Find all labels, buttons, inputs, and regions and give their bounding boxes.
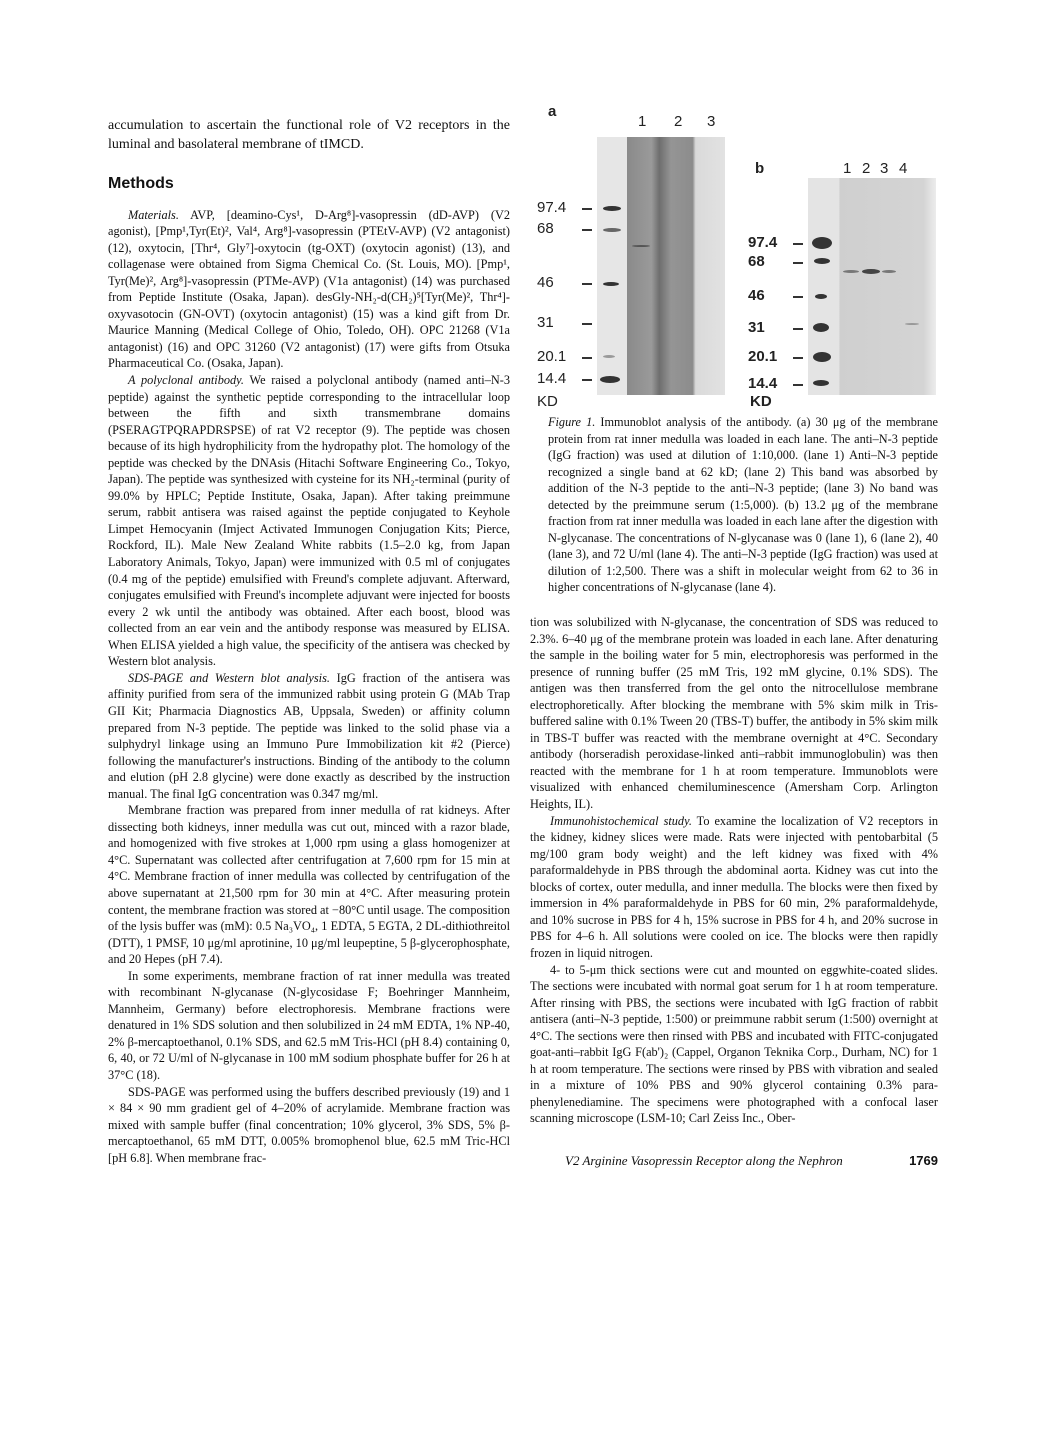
figure-caption bbox=[548, 414, 938, 596]
unit-label: KD bbox=[750, 393, 772, 410]
antibody-paragraph bbox=[108, 372, 510, 670]
materials-text: AVP, [deamino-Cys¹, D-Arg⁸]-vasopressin (dD-AVP) (V2 agonist), [Pmp¹,Tyr(Et)², Val⁴, Arg⁸]-vasopressin (PTEtV-AVP) (V2 antagonist) (12), oxytocin, [Thr⁴, Gly⁷]-oxytocin (tg-OXT) (oxytocin agonist) (13), and collagenase were obtained from Sigma Chemical Co. (St. Louis, MO). [Pmp¹, Tyr(Me)², Arg⁸]-vasopressin (PTMe-AVP) (V1a antagonist) (14) was purchased from Peptide Institute (Osaka, Japan). desGly-NH₂-d(CH₂)⁵[Tyr(Me)², Thr⁴]-oxyvasotocin (GN-OVT) (oxytocin antagonist) (15) was a kind gift from Dr. Maurice Manning (Medical College of Ohio, Toledo, OH). OPC 21268 (V1a antagonist) (16) and OPC 31260 (V2 antagonist) (17) were gifts from Otsuka Pharmaceutical Co. (Osaka, Japan). bbox=[108, 207, 510, 371]
experiments-paragraph: In some experiments, membrane fraction of rat inner medulla was treated with recombinant N-glycanase (N-glycosidase F; Boehringer Mannheim, Mannheim, Germany) before electrophoresis. Membrane fractions were denatured in 1% SDS solution and then solubilized in 24 mM EDTA, 1% NP-40, 2% β-mercaptoethanol, 0.1% SDS, and 62.5 mM Tris-HCl (pH 8.4) containing 0, 6, 40, or 72 U/ml of N-glycanase in 100 mM sodium phosphate buffer for 26 h at 37°C (18). bbox=[108, 968, 510, 1082]
gel-band bbox=[882, 270, 896, 273]
panel-a-label: a bbox=[548, 103, 557, 120]
sds-paragraph bbox=[108, 670, 510, 802]
marker-label: 46 bbox=[537, 274, 554, 291]
marker-label: 97.4 bbox=[748, 234, 778, 251]
caption-label: Figure 1. bbox=[548, 415, 596, 429]
sds-label: SDS-PAGE and Western blot analysis. bbox=[128, 670, 330, 685]
marker-label: 46 bbox=[748, 287, 765, 304]
gel-band bbox=[603, 206, 621, 211]
marker-label: 97.4 bbox=[537, 199, 567, 216]
marker-tick bbox=[793, 243, 803, 245]
sdspage-paragraph: SDS-PAGE was performed using the buffers described previously (19) and 1 × 84 × 90 mm gradient gel of 4–20% of acrylamide. Membrane fraction was mixed with sample buffer (final concentration; 10% glycerol, 3% SDS, 5% β-mercaptoethanol, 65 mM DTT, 0.005% bromophenol blue, 62.5 mM Tric-HCl [pH 6.8]. When membrane frac- bbox=[108, 1084, 510, 1165]
lane-label: 3 bbox=[707, 113, 716, 130]
gel-band bbox=[862, 269, 880, 274]
gel-band bbox=[813, 380, 829, 386]
antibody-text: We raised a polyclonal antibody (named anti–N-3 peptide) against the synthetic peptide corresponding to the intracellular loop between the fifth and sixth transmembrane domains (PSERAGTPQRAPDRSPSE) of rat V2 receptor (9). The peptide was chosen because of its high hydrophilicity from the hydropathy plot. The homology of the peptide was checked by the DNAsis (Hitachi Software Engineering Co., Tokyo, Japan). The peptide was synthesized with cysteine for its NH₂-terminal (purity of 99.0% by HPLC; Peptide Institute, Osaka, Japan). After taking preimmune serum, rabbit antisera was raised against the peptide conjugated to Keyhole Limpet Hemocyanin (Imject Activated Immunogen Conjugation Kits; Pierce, Rockford, IL). Male New Zealand White rabbits (1.5–2.0 kg, from Japan Laboratory Animals, Tokyo, Japan) were immunized with 0.5 ml of conjugates (0.4 mg of the peptide) emulsified with Freund's complete adjuvant. Afterward, conjugates emulsified with Freund's incomplete adjuvant were injected for boosts every 2 wk until the antibody was obtained. After each boost, blood was collected from an ear vein and the antibody response was measured by ELISA. When ELISA yielded a high value, the specificity of the antisera was checked by Western blot analysis. bbox=[108, 373, 510, 669]
gel-band bbox=[905, 323, 919, 325]
gel-band bbox=[813, 352, 831, 362]
section-heading-methods: Methods bbox=[108, 175, 174, 192]
continued-paragraph: tion was solubilized with N-glycanase, the concentration of SDS was reduced to 2.3%. 6–40 μg of the membrane protein was loaded in each lane. After denaturing the sample in the boiling water for 5 min, electrophoresis was performed in the presence of running buffer (25 mM Tris, 192 mM glycine, 0.1% SDS). The antigen was then transferred from the gel onto the nitrocellulose membrane electrophoretically. After blocking the membrane with 5% skim milk in Tris-buffered saline with 0.1% Tween 20 (TBS-T) buffer, the antibody in 5% skim milk in TBS-T buffer was reacted with the membrane overnight at 4°C. Secondary antibody (horseradish peroxidase-linked anti–rabbit immunoglobulin) was then reacted with the membrane for 1 h at room temperature. Immunoblots were visualized with enhanced chemiluminescence (Amersham Corp. Arlington Heights, IL). bbox=[530, 615, 938, 812]
antibody-label: A polyclonal antibody. bbox=[128, 373, 244, 388]
lane-label: 3 bbox=[880, 160, 889, 177]
gel-band bbox=[843, 270, 859, 273]
marker-tick bbox=[582, 379, 592, 381]
marker-label: 68 bbox=[748, 253, 765, 270]
marker-label: 20.1 bbox=[537, 348, 567, 365]
marker-label: 14.4 bbox=[748, 375, 778, 392]
right-column bbox=[530, 414, 938, 1170]
gel-band bbox=[814, 258, 830, 264]
marker-tick bbox=[582, 208, 592, 210]
ihc-text: To examine the localization of V2 receptors in the kidney, kidney slices were made. Rats were injected with pentobarbital (5 mg/100 gram body weight) and the left kidney was fixed with 4% paraformaldehyde in PBS through the abdominal aorta. Kidney was cut into the blocks of cortex, outer medulla, and inner medulla. The blocks were then fixed by immersion in 4% paraformaldehyde in PBS for 60 min, 2% paraformaldehyde, and 10% sucrose in PBS for 4 h, 15% sucrose in PBS for 4 h, and 20% sucrose in PBS for 4–6 h. All solutions were cooled on ice. The blocks were then rapidly frozen in liquid nitrogen. bbox=[530, 813, 939, 960]
lane-label: 1 bbox=[638, 113, 647, 130]
sds-text: IgG fraction of the antisera was affinity purified from sera of the immunized rabbit using protein G (MAb Trap GII Kit; Pharmacia Diagnostics AB, Uppsala, Sweden) or affinity column prepared from N-3 peptide. The peptide was linked to the solid phase via a sulphydryl linkage using an Immuno Pure Immobilization kit #2 (Pierce) following the manufacturer's instructions. Binding of the antibody to the column and elution (pH 2.8 glycine) were done exactly as described by the instruction manual. The final IgG concentration was 0.347 mg/ml. bbox=[108, 670, 510, 801]
left-column bbox=[108, 116, 510, 1166]
gel-band bbox=[603, 228, 621, 232]
gel-band bbox=[632, 245, 650, 247]
gel-panel-b bbox=[808, 178, 936, 395]
gel-panel-a-lanes bbox=[627, 137, 725, 395]
gel-band bbox=[813, 323, 829, 332]
panel-b-label: b bbox=[755, 160, 765, 177]
page-number: 1769 bbox=[909, 1152, 938, 1168]
gel-band bbox=[603, 282, 619, 286]
page-footer bbox=[530, 1153, 938, 1170]
marker-label: 31 bbox=[748, 319, 765, 336]
marker-tick bbox=[793, 357, 803, 359]
marker-label: 31 bbox=[537, 314, 554, 331]
membrane-paragraph: Membrane fraction was prepared from inner medulla of rat kidneys. After dissecting both kidneys, inner medulla was cut out, minced with a razor blade, and homogenized with five strokes at 1,000 rpm using a glass homogenizer at 4°C. Supernatant was collected after centrifugation at 7,600 rpm for 15 min at 4°C. Membrane fraction of inner medulla was collected by centrifugation of the above supernatant at 21,500 rpm for 30 min at 4°C. After measuring protein content, the membrane fraction was stored at −80°C until usage. The composition of the lysis buffer was (mM): 0.5 Na₃VO₄, 1 EDTA, 5 EGTA, 2 DL-dithiothreitol (DTT), 1 PMSF, 10 μg/ml aprotinine, 10 μg/ml leupeptine, 5 β-glycerophosphate, and 20 Hepes (pH 7.4). bbox=[108, 803, 510, 967]
marker-tick bbox=[793, 384, 803, 386]
intro-paragraph: accumulation to ascertain the functional role of V2 receptors in the luminal and basolateral membrane of tIMCD. bbox=[108, 118, 510, 152]
lane-label: 4 bbox=[899, 160, 908, 177]
gel-band bbox=[812, 237, 832, 249]
marker-tick bbox=[582, 229, 592, 231]
ihc-paragraph bbox=[530, 813, 938, 962]
unit-label: KD bbox=[537, 393, 558, 410]
lane-label: 1 bbox=[843, 160, 852, 177]
marker-label: 14.4 bbox=[537, 370, 567, 387]
sections-paragraph: 4- to 5-μm thick sections were cut and mounted on eggwhite-coated slides. The sections were incubated with normal goat serum for 1 h at room temperature. After rinsing with PBS, the sections were incubated with IgG fraction of rabbit antisera (anti–N-3 peptide, 1:500) or preimmune rabbit serum (1:500) overnight at 4°C. The sections were then rinsed with PBS and incubated with FITC-conjugated goat-anti–rabbit IgG F(ab')₂ (Cappel, Organon Teknika Corp., Durham, NC) for 1 h at room temperature. The sections were rinsed by PBS with vibration and sealed in a mixture of 10% PBS and 90% glycerol containing 0.3% para-phenylenediamine. The specimens were photographed with a confocal laser scanning microscope (LSM-10; Carl Zeiss Inc., Ober- bbox=[530, 962, 938, 1126]
marker-tick bbox=[793, 328, 803, 330]
lane-label: 2 bbox=[862, 160, 871, 177]
gel-band bbox=[603, 355, 615, 358]
lane-label: 2 bbox=[674, 113, 683, 130]
marker-tick bbox=[582, 357, 592, 359]
gel-band bbox=[815, 294, 827, 299]
marker-tick bbox=[582, 323, 592, 325]
marker-label: 68 bbox=[537, 220, 554, 237]
ihc-label: Immunohistochemical study. bbox=[550, 813, 692, 828]
materials-label: Materials. bbox=[128, 207, 179, 222]
caption-text: Immunoblot analysis of the antibody. (a) 30 μg of the membrane protein from rat inner medulla was loaded in each lane. The anti–N-3 peptide (IgG fraction) was used at dilution of 1:10,000. (lane 1) Anti–N-3 peptide recognized a single band at 62 kD; (lane 2) This band was absorbed by addition of the N-3 peptide to the anti–N-3 peptide; (lane 3) No band was detected by the preimmune serum (1:5,000). (b) 13.2 μg of the membrane fraction from rat inner medulla was loaded in each lane after the digestion with N-glycanase. The concentrations of N-glycanase was 0 (lane 1), 6 (lane 2), 40 (lane 3), and 72 U/ml (lane 4). The anti–N-3 peptide (IgG fraction) was used at dilution of 1:2,500. There was a shift in molecular weight from 62 to 36 in higher concentrations of N-glycanase (lane 4). bbox=[548, 415, 938, 595]
materials-paragraph bbox=[108, 207, 510, 372]
marker-tick bbox=[793, 296, 803, 298]
running-title: V2 Arginine Vasopressin Receptor along the Nephron bbox=[565, 1152, 843, 1168]
gel-band bbox=[600, 376, 620, 383]
marker-label: 20.1 bbox=[748, 348, 778, 365]
marker-tick bbox=[582, 283, 592, 285]
marker-tick bbox=[793, 262, 803, 264]
